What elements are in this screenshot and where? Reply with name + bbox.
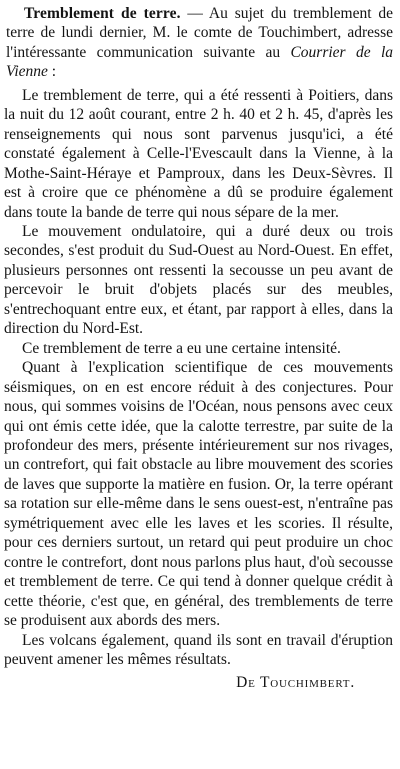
article-headline: Tremblement de terre. — [24, 5, 181, 22]
author-signature: De Touchimbert. — [236, 674, 355, 692]
article-intro — [4, 4, 393, 82]
intro-text: — Au sujet du tremblement de terre de lundi dernier, M. le comte de Touchimbert, adresse l'intéressante communication suivante au — [6, 5, 393, 61]
newspaper-clipping — [4, 4, 393, 765]
paragraph-volcanoes: Les volcans également, quand ils sont en travail d'éruption peuvent amener les mêmes résultats. — [4, 631, 393, 668]
intro-text-end: : — [47, 63, 57, 81]
journal-name: Courrier de la Vienne — [6, 43, 393, 81]
paragraph-intensity: Ce tremblement de terre a eu une certaine intensité. — [22, 339, 341, 357]
paragraph-location: Le tremblement de terre, qui a été ressenti à Poitiers, dans la nuit du 12 août courant, entre 2 h. 40 et 2 h. 45, d'après les renseignements qui nous sont parvenus jusqu'ici, a été constaté également à Celle-l'Evescault dans la Vienne, à la Mothe-Saint-Héraye et Pamproux, dans les Deux-Sèvres. Il est à croire que ce phénomène a dû se produire également dans toute la bande de terre qui nous sépare de la mer. — [4, 86, 393, 221]
paragraph-movement: Le mouvement ondulatoire, qui a duré deux ou trois secondes, s'est produit du Sud-Ouest au Nord-Ouest. En effet, plusieurs personnes ont ressenti la secousse un peu avant de percevoir le bruit d'objets placés sur des meubles, s'entrechoquant entre eux, et étant, par rapport à elles, dans la direction du Nord-Est. — [4, 222, 393, 338]
paragraph-explanation: Quant à l'explication scientifique de ces mouvements séismiques, on en est encore réduit à des conjectures. Pour nous, qui sommes voisins de l'Océan, nous pensons avec ceux qui ont émis cette idée, que la calotte terrestre, par suite de la profondeur des mers, présente intérieurement sur nos rivages, un contrefort, qui fait obstacle au libre mouvement des scories de laves que supporte la matière en fusion. Or, la terre opérant sa rotation sur elle-même dans le sens ouest-est, n'entraîne pas symétriquement avec elle les laves et les scories. Il résulte, pour ces derniers surtout, un retard qui peut produire un choc contre le contrefort, dont nous parlons plus haut, d'où secousse et tremblement de terre. Ce qui tend à donner quelque crédit à cette théorie, c'est que, en général, des tremblements de terre se produisent aux abords des mers. — [4, 359, 393, 630]
